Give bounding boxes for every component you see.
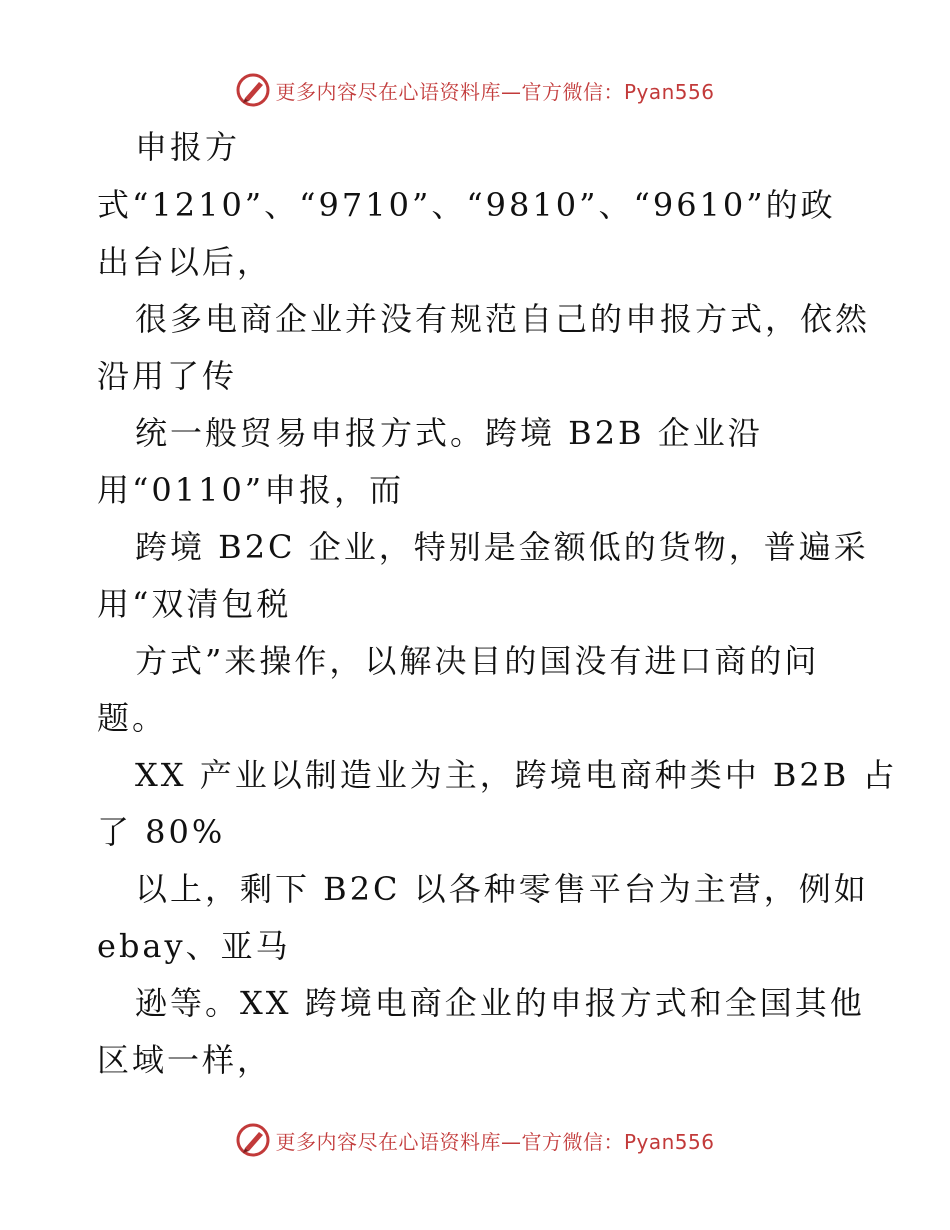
body-line: 用“双清包税 [97,585,292,623]
body-line: 区域一样， [97,1041,273,1079]
body-line: 式“1210”、“9710”、“9810”、“9610”的政 [97,186,836,224]
document-body [97,118,898,1088]
body-line: XX 产业以制造业为主，跨境电商种类中 B2B 占 [135,756,898,794]
body-line: 出台以后， [97,243,273,281]
body-line: 统一般贸易申报方式。跨境 B2B 企业沿 [135,414,763,452]
body-line: 方式”来操作，以解决目的国没有进口商的问 [135,642,820,680]
body-line: 题。 [97,699,168,737]
pen-seal-logo-icon [235,1122,271,1158]
body-line: 申报方 [135,128,241,166]
header-banner [0,70,950,110]
body-line: 了 80% [97,813,226,851]
body-line: 以上，剩下 B2C 以各种零售平台为主营，例如 [135,870,869,908]
body-line: 逊等。XX 跨境电商企业的申报方式和全国其他 [135,984,865,1022]
body-line: 沿用了传 [97,357,238,395]
body-line: 跨境 B2C 企业，特别是金额低的货物，普遍采 [135,528,869,566]
footer-banner [0,1120,950,1160]
body-line: 很多电商企业并没有规范自己的申报方式，依然 [135,300,871,338]
header-banner-text: 更多内容尽在心语资料库—官方微信：Pyan556 [275,79,715,104]
footer-banner-text: 更多内容尽在心语资料库—官方微信：Pyan556 [275,1129,715,1154]
pen-seal-logo-icon [235,72,271,108]
body-line: 用“0110”申报，而 [97,471,405,509]
body-line: ebay、亚马 [97,927,291,965]
